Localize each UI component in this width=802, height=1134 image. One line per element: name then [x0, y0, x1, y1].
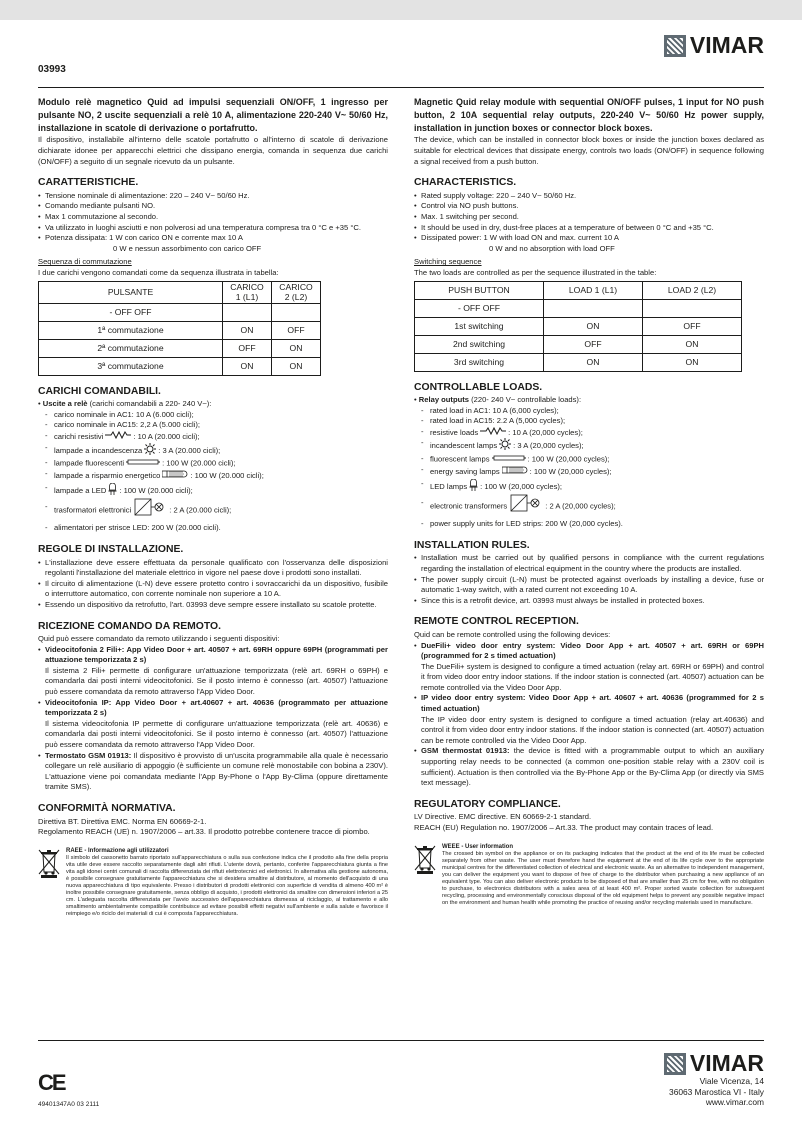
- remote-item-text: The DueFili+ system is designed to configure a timed actuation (relay art. 69RH or 69PH) and control it from video door entry indoor stations. If the indoor station is connected (art. 40507) actuation can be remote controlled via the Video Door App.: [421, 661, 764, 692]
- compliance-line: REACH (EU) Regulation no. 1907/2006 – Art.33. The product may contain traces of lead.: [414, 823, 714, 832]
- brand-name: VIMAR: [689, 32, 764, 58]
- table-row: [39, 303, 321, 321]
- load-item: [421, 427, 764, 439]
- load-rating: : 100 W (20,000 cycles);: [480, 481, 563, 491]
- remote-item: [38, 645, 388, 698]
- table-header-row: [39, 281, 321, 303]
- load-item: [421, 519, 764, 530]
- header-divider: [38, 87, 764, 88]
- characteristic-continuation: 0 W and no absorption with load OFF: [489, 243, 615, 253]
- installation-item: • Il circuito di alimentazione (L-N) deve essere protetto contro i sovraccarichi da un dispositivo, fusibile o interruttore automatico, con corrente nominale non superiore a 10 A.: [38, 579, 388, 600]
- remote-intro: Quid può essere comandato da remoto utilizzando i seguenti dispositivi:: [38, 634, 280, 644]
- table-cell: ON: [223, 357, 272, 375]
- load-label: fluorescent lamps: [430, 454, 490, 464]
- load-item: [45, 410, 388, 421]
- load-rating: : 10 A (20.000 cicli);: [133, 431, 200, 441]
- fluo-icon: [126, 458, 160, 469]
- load-item: [45, 420, 388, 431]
- product-title: Magnetic Quid relay module with sequential ON/OFF pulses, 1 input for NO push button, 2 10A sequential relay outputs, 220-240 V~ 50/60 Hz power supply, installation in junction boxes or connector block boxes.: [414, 97, 764, 133]
- load-rating: : 100 W (20,000 cycles);: [527, 454, 610, 464]
- section-heading-installation: REGOLE DI INSTALLAZIONE.: [38, 543, 184, 555]
- section-heading-remote: RICEZIONE COMANDO DA REMOTO.: [38, 620, 221, 632]
- remote-item: [38, 751, 388, 793]
- table-cell: 1ª commutazione: [39, 321, 223, 339]
- weee-title: RAEE - Informazione agli utilizzatori: [66, 847, 169, 854]
- table-cell: 3rd switching: [415, 353, 544, 371]
- switching-sequence-intro: I due carichi vengono comandati come da sequenza illustrata in tabella:: [38, 267, 279, 277]
- table-row: [415, 317, 742, 335]
- load-label: rated load in AC1: 10 A (6,000 cycles);: [430, 405, 559, 415]
- load-item: [421, 479, 764, 495]
- load-label: lampade a incandescenza: [54, 445, 143, 455]
- italian-column: [38, 96, 388, 918]
- loads-header-rest: (carichi comandabili a 220- 240 V~):: [87, 399, 212, 409]
- table-row: [415, 299, 742, 317]
- loads-list: [38, 410, 388, 534]
- table-cell: 2ª commutazione: [39, 339, 223, 357]
- company-address: [669, 1076, 764, 1108]
- table-header-cell: CARICO 2 (L2): [272, 281, 321, 303]
- load-label: incandescent lamps: [430, 441, 498, 451]
- load-label: carico nominale in AC1: 10 A (6.000 cicli);: [54, 409, 194, 419]
- remote-item-heading: DueFili+ video door entry system: Video Door App + art. 40507 + art. 69RH or 69PH (programmed for 2 s timed actuation): [421, 640, 764, 661]
- load-item: [421, 454, 764, 465]
- table-cell: ON: [544, 353, 643, 371]
- section-heading-characteristics: CHARACTERISTICS.: [414, 177, 517, 189]
- table-cell: ON: [272, 357, 321, 375]
- load-label: trasformatori elettronici: [54, 505, 132, 515]
- installation-item: • The power supply circuit (L-N) must be protected against overloads by installing a device, fuse or automatic 1-way switch, with a rated current not exceeding 10 A.: [414, 575, 764, 596]
- section-heading-loads: CONTROLLABLE LOADS.: [414, 381, 543, 393]
- load-item: [421, 406, 764, 417]
- english-column: [414, 96, 764, 907]
- table-header-cell: PUSH BUTTON: [415, 281, 544, 299]
- load-rating: : 100 W (20.000 cicli);: [190, 470, 264, 480]
- load-rating: : 100 W (20,000 cycles);: [529, 466, 612, 476]
- characteristic-item: • Max. 1 switching per second.: [414, 212, 764, 223]
- load-label: resistive loads: [430, 427, 479, 437]
- footer-divider: [38, 1040, 764, 1041]
- table-cell: OFF: [272, 321, 321, 339]
- remote-item: [414, 746, 764, 788]
- table-cell: - OFF OFF: [39, 303, 223, 321]
- compliance-line: Regolamento REACH (UE) n. 1907/2006 – art.33. Il prodotto potrebbe contenere tracce di piombo.: [38, 827, 370, 837]
- remote-item-text: Il dispositivo è provvisto di un'uscita programmabile alla quale è necessario collegare un relè ausiliario di appoggio (è sufficiente un comune relè monostabile con bobina a 230V). L'attuazione viene poi comandata mediante l'App By-Phone o l'App By-Clima (oppure direttamente tramite SMS).: [45, 750, 388, 792]
- load-item: [45, 498, 388, 523]
- product-code: 03993: [38, 64, 66, 75]
- weee-notice: [414, 844, 764, 907]
- load-label: power supply units for LED strips: 200 W (20,000 cycles).: [430, 519, 623, 529]
- load-rating: : 100 W (20.000 cicli);: [162, 458, 236, 468]
- table-row: [39, 339, 321, 357]
- characteristic-item: • Dissipated power: 1 W with load ON and max. current 10 A: [414, 233, 764, 244]
- cfl-icon: [162, 469, 188, 483]
- weee-text-block: [442, 844, 764, 907]
- loads-header: [38, 399, 388, 410]
- remote-list: [414, 641, 764, 789]
- remote-item-heading: IP video door entry system: Video Door App + art. 40607 + art. 40636 (programmed for 2 s timed actuation): [421, 693, 764, 714]
- table-cell: 3ª commutazione: [39, 357, 223, 375]
- compliance-line: Direttiva BT. Direttiva EMC. Norma EN 60669-2-1.: [38, 816, 207, 826]
- characteristic-item: • Tensione nominale di alimentazione: 220 – 240 V~ 50/60 Hz.: [38, 191, 388, 202]
- load-label: lampade fluorescenti: [54, 458, 125, 468]
- cfl-icon: [502, 465, 528, 479]
- load-item: [45, 483, 388, 499]
- load-item: [45, 469, 388, 483]
- loads-header-rest: (220- 240 V~ controllable loads):: [469, 395, 582, 405]
- table-cell: ON: [544, 317, 643, 335]
- ce-mark: CE: [38, 1070, 65, 1095]
- table-cell: ON: [223, 321, 272, 339]
- product-title: Modulo relè magnetico Quid ad impulsi sequenziali ON/OFF, 1 ingresso per pulsante NO, 2 uscite sequenziali a relè 10 A, alimentazione 220-240 V~ 50/60 Hz, installazione in scatole di derivazione o portafrutto.: [38, 97, 388, 133]
- load-item: [45, 523, 388, 534]
- table-header-row: [415, 281, 742, 299]
- load-rating: : 10 A (20,000 cycles);: [508, 427, 583, 437]
- installation-list: [414, 553, 764, 606]
- vimar-logo-icon: [664, 35, 686, 57]
- top-bar: [0, 0, 802, 20]
- section-heading-installation: INSTALLATION RULES.: [414, 539, 530, 551]
- load-label: carico nominale in AC15: 2,2 A (5.000 cicli);: [54, 420, 201, 430]
- switching-sequence-intro: The two loads are controlled as per the sequence illustrated in the table:: [414, 267, 657, 277]
- product-intro: The device, which can be installed in connector block boxes or inside the junction boxes declared as suitable for electrical devices that dissipate energy, controls two loads (ON/OFF) in sequence following a signal received from a push button.: [414, 135, 764, 166]
- switching-sequence-title: Switching sequence: [414, 257, 482, 267]
- load-item: [45, 443, 388, 459]
- load-item: [421, 494, 764, 519]
- remote-item-text: Il sistema videocitofonia IP permette di configurare un'attuazione temporizzata (relè art. 40636) e comandarla dai posti interni videocitofonici. Se il posto interno è connesso (art. 40507) l'attuazione può essere comandata da remoto attraverso l'App Video Door.: [45, 718, 388, 750]
- remote-list: [38, 645, 388, 793]
- switching-sequence-title: Sequenza di commutazione: [38, 257, 132, 267]
- characteristic-continuation: 0 W e nessun assorbimento con carico OFF: [113, 243, 262, 253]
- remote-item-heading: GSM thermostat 01913:: [421, 746, 510, 756]
- weee-text: The crossed bin symbol on the appliance or on its packaging indicates that the product at the end of its life must be collected separately from other waste. The user must therefore hand the equipment at the end of its life cycle over to the appropriate municipal centres for the differentiated collection of electrical and electronic waste. As an alternative to independent management, you can deliver the equipment you want to dispose of free of charge to the distributor when purchasing a new appliance of an equivalent type. You can also deliver electronic products to be disposed of that are smaller than 25 cm for free, with no obligation to purchase, to electronics distributors with a sales area of at least 400 m². Proper sorted waste collection for subsequent recycling, processing and environmentally conscious disposal of the old equipment helps to prevent any possible negative impact on the environment and human health while promoting the practice of reusing and/or recycling materials used in manufacture.: [442, 850, 764, 906]
- loads-header-bold: Relay outputs: [418, 395, 469, 405]
- lamp-icon: [144, 443, 156, 459]
- loads-list: [414, 406, 764, 530]
- table-cell: - OFF OFF: [415, 299, 544, 317]
- loads-header: [414, 395, 764, 406]
- table-header-cell: CARICO 1 (L1): [223, 281, 272, 303]
- remote-item-text: The IP video door entry system is designed to configure a timed actuation (relay art.40636) and control it from video door entry indoor stations. If the indoor station is connected (art. 40507) actuation can be remote controlled via the Video Door App.: [421, 714, 764, 745]
- remote-item-heading: Termostato GSM 01913:: [45, 750, 132, 760]
- crossed-bin-icon: [414, 844, 436, 907]
- table-cell: 1st switching: [415, 317, 544, 335]
- table-cell: OFF: [643, 317, 742, 335]
- table-header-cell: PULSANTE: [39, 281, 223, 303]
- installation-item: • Since this is a retrofit device, art. 03993 must always be installed in protected boxes.: [414, 596, 764, 607]
- table-header-cell: LOAD 2 (L2): [643, 281, 742, 299]
- table-header-cell: LOAD 1 (L1): [544, 281, 643, 299]
- section-heading-loads: CARICHI COMANDABILI.: [38, 385, 161, 397]
- table-cell: [223, 303, 272, 321]
- address-street: Viale Vicenza, 14: [699, 1076, 764, 1086]
- footer-logo: [664, 1050, 764, 1077]
- characteristic-item: • Va utilizzato in luoghi asciutti e non polverosi ad una temperatura compresa tra 0 °C e +35 °C.: [38, 223, 388, 234]
- characteristic-item: • Rated supply voltage: 220 – 240 V~ 50/60 Hz.: [414, 191, 764, 202]
- remote-item: [414, 641, 764, 694]
- installation-item: • L'installazione deve essere effettuata da personale qualificato con l'osservanza delle disposizioni regolanti l'installazione del materiale elettrico in vigore nel paese dove i prodotti sono installati.: [38, 558, 388, 579]
- remote-item: [38, 698, 388, 751]
- load-rating: : 100 W (20.000 cicli);: [119, 485, 193, 495]
- table-row: [39, 321, 321, 339]
- table-cell: [643, 299, 742, 317]
- remote-item-heading: Videocitofonia IP: App Video Door + art.40607 + art. 40636 (programmato per attuazione temporizzata 2 s): [45, 697, 388, 718]
- characteristic-item: • Potenza dissipata: 1 W con carico ON e corrente max 10 A: [38, 233, 388, 244]
- loads-header-bold: Uscite a relè: [42, 399, 88, 409]
- load-item: [45, 458, 388, 469]
- section-heading-compliance: REGULATORY COMPLIANCE.: [414, 798, 561, 810]
- installation-item: • Installation must be carried out by qualified persons in compliance with the current regulations regarding the installation of electrical equipment in the country where the products are installed.: [414, 553, 764, 574]
- remote-item: [414, 693, 764, 746]
- table-cell: ON: [272, 339, 321, 357]
- remote-item-heading: Videocitofonia 2 Fili+: App Video Door + art. 40507 + art. 69RH oppure 69PH (programmati per attuazione temporizzata 2 s): [45, 644, 388, 665]
- loads-bullet: •: [38, 399, 43, 409]
- characteristics-list: [38, 191, 388, 244]
- load-label: lampade a LED: [54, 485, 107, 495]
- load-rating: : 2 A (20.000 cicli);: [169, 505, 232, 515]
- transformer-icon: [133, 498, 167, 523]
- weee-title: WEEE - User information: [442, 843, 514, 850]
- characteristic-item: • Max 1 commutazione al secondo.: [38, 212, 388, 223]
- table-row: [415, 353, 742, 371]
- document-code: 49401347A0 03 2111: [38, 1101, 100, 1108]
- lamp-icon: [499, 438, 511, 454]
- table-cell: ON: [643, 353, 742, 371]
- table-cell: [272, 303, 321, 321]
- address-city: 36063 Marostica VI - Italy: [669, 1086, 764, 1097]
- brand-logo: [664, 32, 764, 59]
- section-heading-remote: REMOTE CONTROL RECEPTION.: [414, 616, 579, 628]
- load-label: LED lamps: [430, 481, 468, 491]
- weee-text-block: [66, 848, 388, 918]
- installation-item: • Essendo un dispositivo da retrofutto, l'art. 03993 deve sempre essere installato su scatole protette.: [38, 600, 388, 611]
- characteristic-item: • Comando mediante pulsanti NO.: [38, 201, 388, 212]
- led-icon: [108, 483, 117, 499]
- characteristics-list: [414, 191, 764, 244]
- vimar-logo-icon: [664, 1053, 686, 1075]
- load-label: carichi resistivi: [54, 431, 104, 441]
- remote-intro: Quid can be remote controlled using the following devices:: [414, 629, 611, 639]
- load-label: rated load in AC15: 2.2 A (5,000 cycles);: [430, 416, 566, 426]
- load-label: electronic transformers: [430, 501, 508, 511]
- table-cell: ON: [643, 335, 742, 353]
- resistor-icon: [105, 431, 131, 443]
- remote-item-text: Il sistema 2 Fili+ permette di configurare un'attuazione temporizzata (relè art. 69RH o 69PH) e comandarla dai posti interni videocitofonici. Se il posto interno è connesso (art. 40507) l'attuazione può essere comandata da remoto attraverso l'App Video Door.: [45, 665, 388, 697]
- table-cell: [544, 299, 643, 317]
- weee-notice: [38, 848, 388, 918]
- led-icon: [469, 479, 478, 495]
- table-row: [39, 357, 321, 375]
- transformer-icon: [509, 494, 543, 519]
- product-intro: Il dispositivo, installabile all'interno delle scatole portafrutto o all'interno di scatole di derivazione dichiarate idonee per apparecchi elettrici che dissipano energia, comanda in sequenza due carichi (ON/OFF) a seguito di un segnale ricevuto da un pulsante.: [38, 135, 388, 166]
- load-label: alimentatori per strisce LED: 200 W (20.000 cicli).: [54, 523, 221, 533]
- characteristic-item: • Control via NO push buttons.: [414, 201, 764, 212]
- table-row: [415, 335, 742, 353]
- weee-text: Il simbolo del cassonetto barrato riportato sull'apparecchiatura o sulla sua confezione indica che il prodotto alla fine della propria vita utile deve essere raccolto separatamente dagli altri rifiuti. L'utente dovrà, pertanto, conferire l'apparecchiatura giunta a fine vita agli idonei centri comunali di raccolta differenziata dei rifiuti elettrotecnici ed elettronici. In alternativa alla gestione autonoma, è possibile consegnare gratuitamente l'apparecchiatura che si desidera smaltire al distributore, al momento dell'acquisto di una nuova apparecchiatura di tipo equivalente. Presso i distributori di prodotti elettronici con superficie di vendita di almeno 400 m² è inoltre possibile consegnare gratuitamente, senza obbligo di acquisto, i prodotti elettronici da smaltire con dimensioni inferiori a 25 cm. L'adeguata raccolta differenziata per l'avvio successivo dell'apparecchiatura dismessa al riciclaggio, al trattamento e allo smaltimento ambientalmente compatibile contribuisce ad evitare possibili effetti negativi sull'ambiente e sulla salute e favorisce il reimpiego e/o riciclo dei materiali di cui è composta l'apparecchiatura.: [66, 854, 388, 917]
- loads-bullet: •: [414, 395, 419, 405]
- load-rating: : 2 A (20,000 cycles);: [545, 501, 616, 511]
- resistor-icon: [480, 427, 506, 439]
- load-rating: : 3 A (20,000 cycles);: [513, 441, 584, 451]
- characteristic-item: • It should be used in dry, dust-free places at a temperature of between 0 °C and +35 °C.: [414, 223, 764, 234]
- load-item: [421, 438, 764, 454]
- load-rating: : 3 A (20.000 cicli);: [158, 445, 221, 455]
- footer-brand-name: VIMAR: [689, 1050, 764, 1076]
- section-heading-compliance: CONFORMITÀ NORMATIVA.: [38, 803, 176, 814]
- switching-sequence-table: [38, 281, 321, 376]
- remote-item-text: the device is fitted with a programmable output to which an auxiliary supporting relay needs to be connected (a common one-position stable relay with a 230V coil is sufficient). Actuation is then controlled via the By-Phone App or the By-Clima App (or directly via SMS text message).: [421, 746, 764, 788]
- table-cell: 2nd switching: [415, 335, 544, 353]
- installation-list: [38, 558, 388, 611]
- address-website: www.vimar.com: [705, 1097, 764, 1108]
- load-item: [421, 416, 764, 427]
- load-label: lampade a risparmio energetico: [54, 470, 161, 480]
- switching-sequence-table: [414, 281, 742, 372]
- table-cell: OFF: [544, 335, 643, 353]
- load-label: energy saving lamps: [430, 466, 500, 476]
- load-item: [421, 465, 764, 479]
- compliance-line: LV Directive. EMC directive. EN 60669-2-1 standard.: [414, 812, 592, 822]
- table-cell: OFF: [223, 339, 272, 357]
- section-heading-characteristics: CARATTERISTICHE.: [38, 177, 139, 189]
- crossed-bin-icon: [38, 848, 60, 918]
- fluo-icon: [492, 454, 526, 465]
- load-item: [45, 431, 388, 443]
